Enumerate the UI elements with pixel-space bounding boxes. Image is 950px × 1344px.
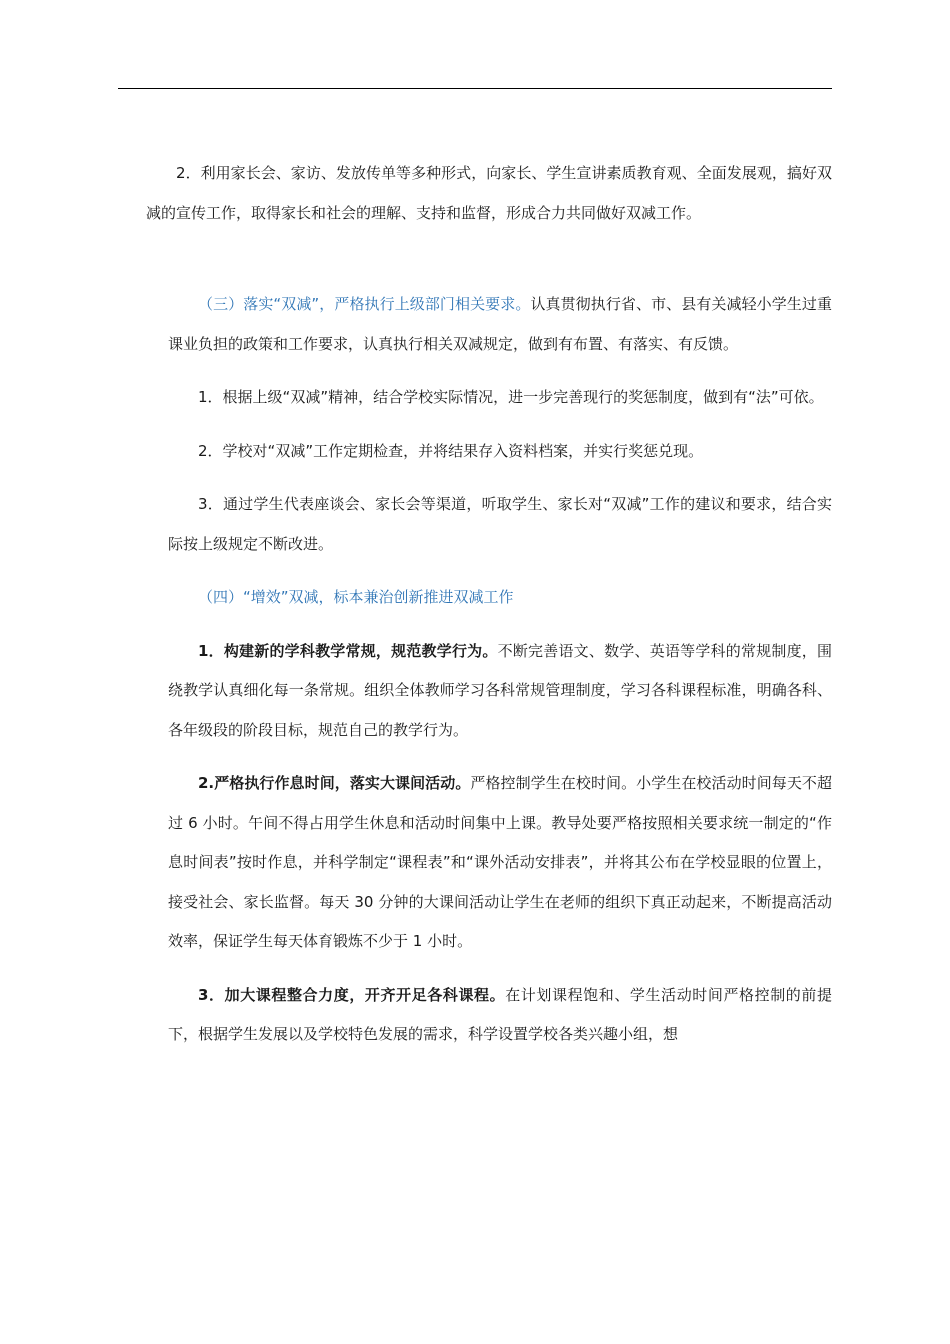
document-body [168,285,832,1069]
teaching-routine-heading: 1．构建新的学科教学常规，规范教学行为。 [198,641,498,660]
curriculum-text: 在计划课程饱和、学生活动时间严格控制的前提下，根据学生发展以及学校特色发展的需求，科学设置学校各类兴趣小组，想 [168,985,832,1043]
document-body-top [146,154,832,247]
paragraph-item-1: 1．根据上级“双减”精神，结合学校实际情况，进一步完善现行的奖惩制度，做到有“法”可依。 [198,388,824,406]
header-rule [118,88,832,89]
paragraph-item-2: 2．学校对“双减”工作定期检查，并将结果存入资料档案，并实行奖惩兑现。 [198,441,704,460]
curriculum-heading: 3．加大课程整合力度，开齐开足各科课程。 [198,985,506,1004]
paragraph-schedule [168,764,832,962]
section-four-heading: （四）“增效”双减，标本兼治创新推进双减工作 [198,588,514,606]
paragraph-section-three [168,285,832,364]
paragraph-publicity: 2．利用家长会、家访、发放传单等多种形式，向家长、学生宣讲素质教育观、全面发展观，搞好双减的宣传工作，取得家长和社会的理解、支持和监督，形成合力共同做好双减工作。 [146,164,832,222]
schedule-heading: 2.严格执行作息时间，落实大课间活动。 [198,774,471,792]
schedule-text: 严格控制学生在校时间。小学生在校活动时间每天不超过 6 小时。午间不得占用学生休息和活动时间集中上课。教导处要严格按照相关要求统一制定的“作息时间表”按时作息，并科学制定“课程表”和“课外活动安排表”，并将其公布在学校显眼的位置上，接受社会、家长监督。每天 30 分钟的大课间活动让学生在老师的组织下真正动起来，不断提高活动效率，保证学生每天体育锻炼不少于 1 小时。 [168,774,832,950]
paragraph-item-3: 3．通过学生代表座谈会、家长会等渠道，听取学生、家长对“双减”工作的建议和要求，结合实际按上级规定不断改进。 [168,495,832,553]
paragraph-curriculum [168,976,832,1055]
paragraph-teaching-routine [168,632,832,751]
section-three-heading: （三）落实“双减”，严格执行上级部门相关要求。 [198,295,531,313]
teaching-routine-text: 不断完善语文、数学、英语等学科的常规制度，围绕教学认真细化每一条常规。组织全体教师学习各科常规管理制度，学习各科课程标准，明确各科、各年级段的阶段目标，规范自己的教学行为。 [168,641,832,739]
section-three-text: 认真贯彻执行省、市、县有关减轻小学生过重课业负担的政策和工作要求，认真执行相关双减规定，做到有布置、有落实、有反馈。 [168,295,832,353]
